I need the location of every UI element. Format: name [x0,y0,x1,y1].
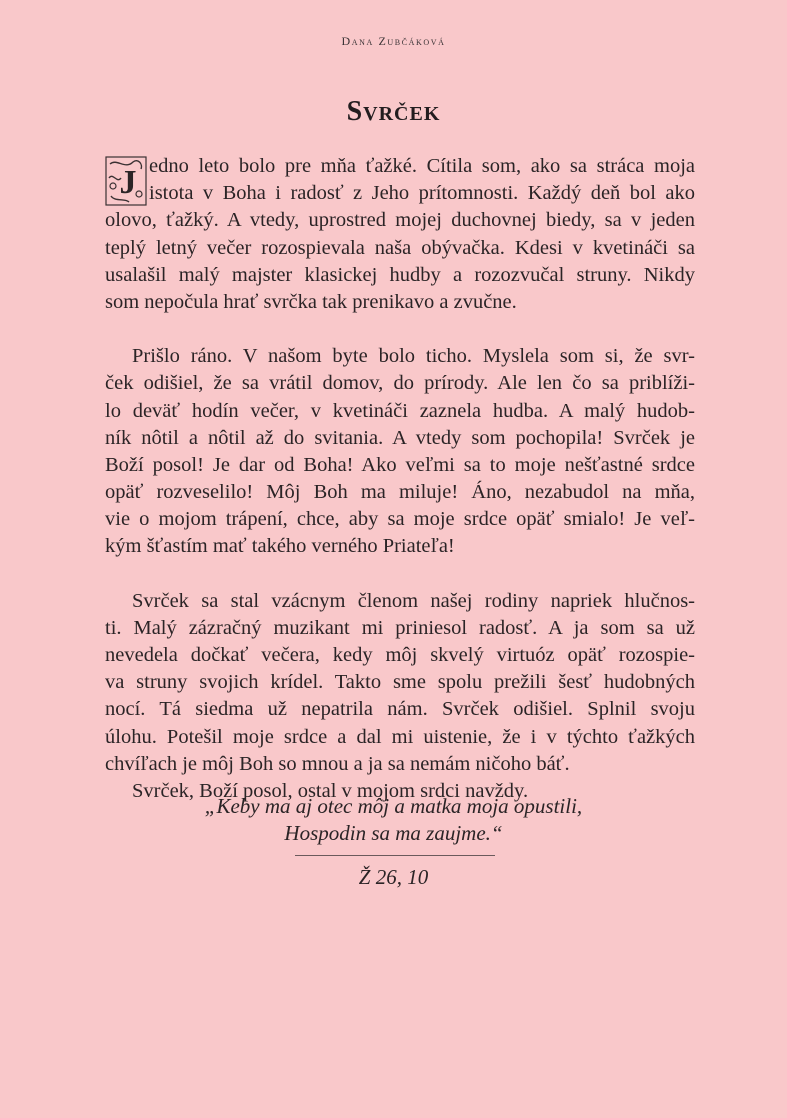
text-line: nevedela dočkať večera, kedy môj skvelý virtuóz opäť rozospie- [105,644,695,666]
story-body [105,153,695,805]
text-line: chvíľach je môj Boh so mnou a ja sa nemám ničoho báť. [105,752,570,775]
text-line: olovo, ťažký. A vtedy, uprostred mojej duchovnej biedy, sa v jeden [105,209,695,232]
page-title: Svrček [346,96,441,127]
text-line: ník nôtil a nôtil až do svitania. A vtedy som pochopila! Svrček je [105,426,695,449]
bible-quote [0,793,787,847]
text-line: Prišlo ráno. V našom byte bolo ticho. Myslela som si, že svr- [132,345,695,368]
quote-divider [295,855,495,856]
text-line: Boží posol! Je dar od Boha! Ako veľmi sa to moje nešťastné srdce [105,453,695,476]
dropcap-letter: J [119,164,137,201]
text-line: edno leto bolo pre mňa ťažké. Cítila som, ako sa stráca moja [149,155,695,177]
text-line: teplý letný večer rozospievala naša obývačka. Kdesi v kvetináči sa [105,236,695,259]
quote-line-2: Hospodin sa ma zaujme.“ [284,821,503,845]
text-line: istota v Boha i radosť z Jeho prítomnosti. Každý deň bol ako [149,182,695,205]
text-line: kým šťastím mať takého verného Priateľa! [105,535,455,558]
text-line: va struny svojich krídel. Takto sme spolu prežili šesť hudobných [105,671,695,694]
paragraph-3 [105,588,695,778]
text-line: ček odišiel, že sa vrátil domov, do prírody. Ale len čo sa priblíži- [105,372,695,395]
text-line: opäť rozveselilo! Môj Boh ma miluje! Áno, nezabudol na mňa, [105,481,695,504]
paragraph-2 [105,343,695,561]
text-line: usalašil malý majster klasickej hudby a rozozvučal struny. Nikdy [105,263,695,286]
ornamental-dropcap-icon [105,156,147,206]
text-line: lo deväť hodín večer, v kvetináči zaznela hudba. A malý hudob- [105,399,695,422]
paragraph-gap [105,561,695,588]
text-line: Svrček sa stal vzácnym členom našej rodiny napriek hlučnos- [132,589,695,612]
author-header: Dana Zubčáková [341,34,446,48]
text-line: úlohu. Potešil moje srdce a dal mi uistenie, že i v týchto ťažkých [105,725,695,748]
quote-reference: Ž 26, 10 [358,865,429,889]
paragraph-gap [105,316,695,343]
text-line: som nepočula hrať svrčka tak prenikavo a zvučne. [105,290,517,313]
quote-line-1: „Keby ma aj otec môj a matka moja opustili, [204,794,583,818]
text-line: ti. Malý zázračný muzikant mi priniesol radosť. A ja som sa už [105,616,695,639]
text-line: vie o mojom trápení, chce, aby sa moje srdce opäť smialo! Je veľ- [105,508,695,531]
text-line: Svrček, Boží posol, ostal v mojom srdci navždy. [132,779,529,802]
text-line: nocí. Tá siedma už nepatrila nám. Svrček odišiel. Splnil svoju [105,698,695,721]
paragraph-1 [105,153,695,316]
